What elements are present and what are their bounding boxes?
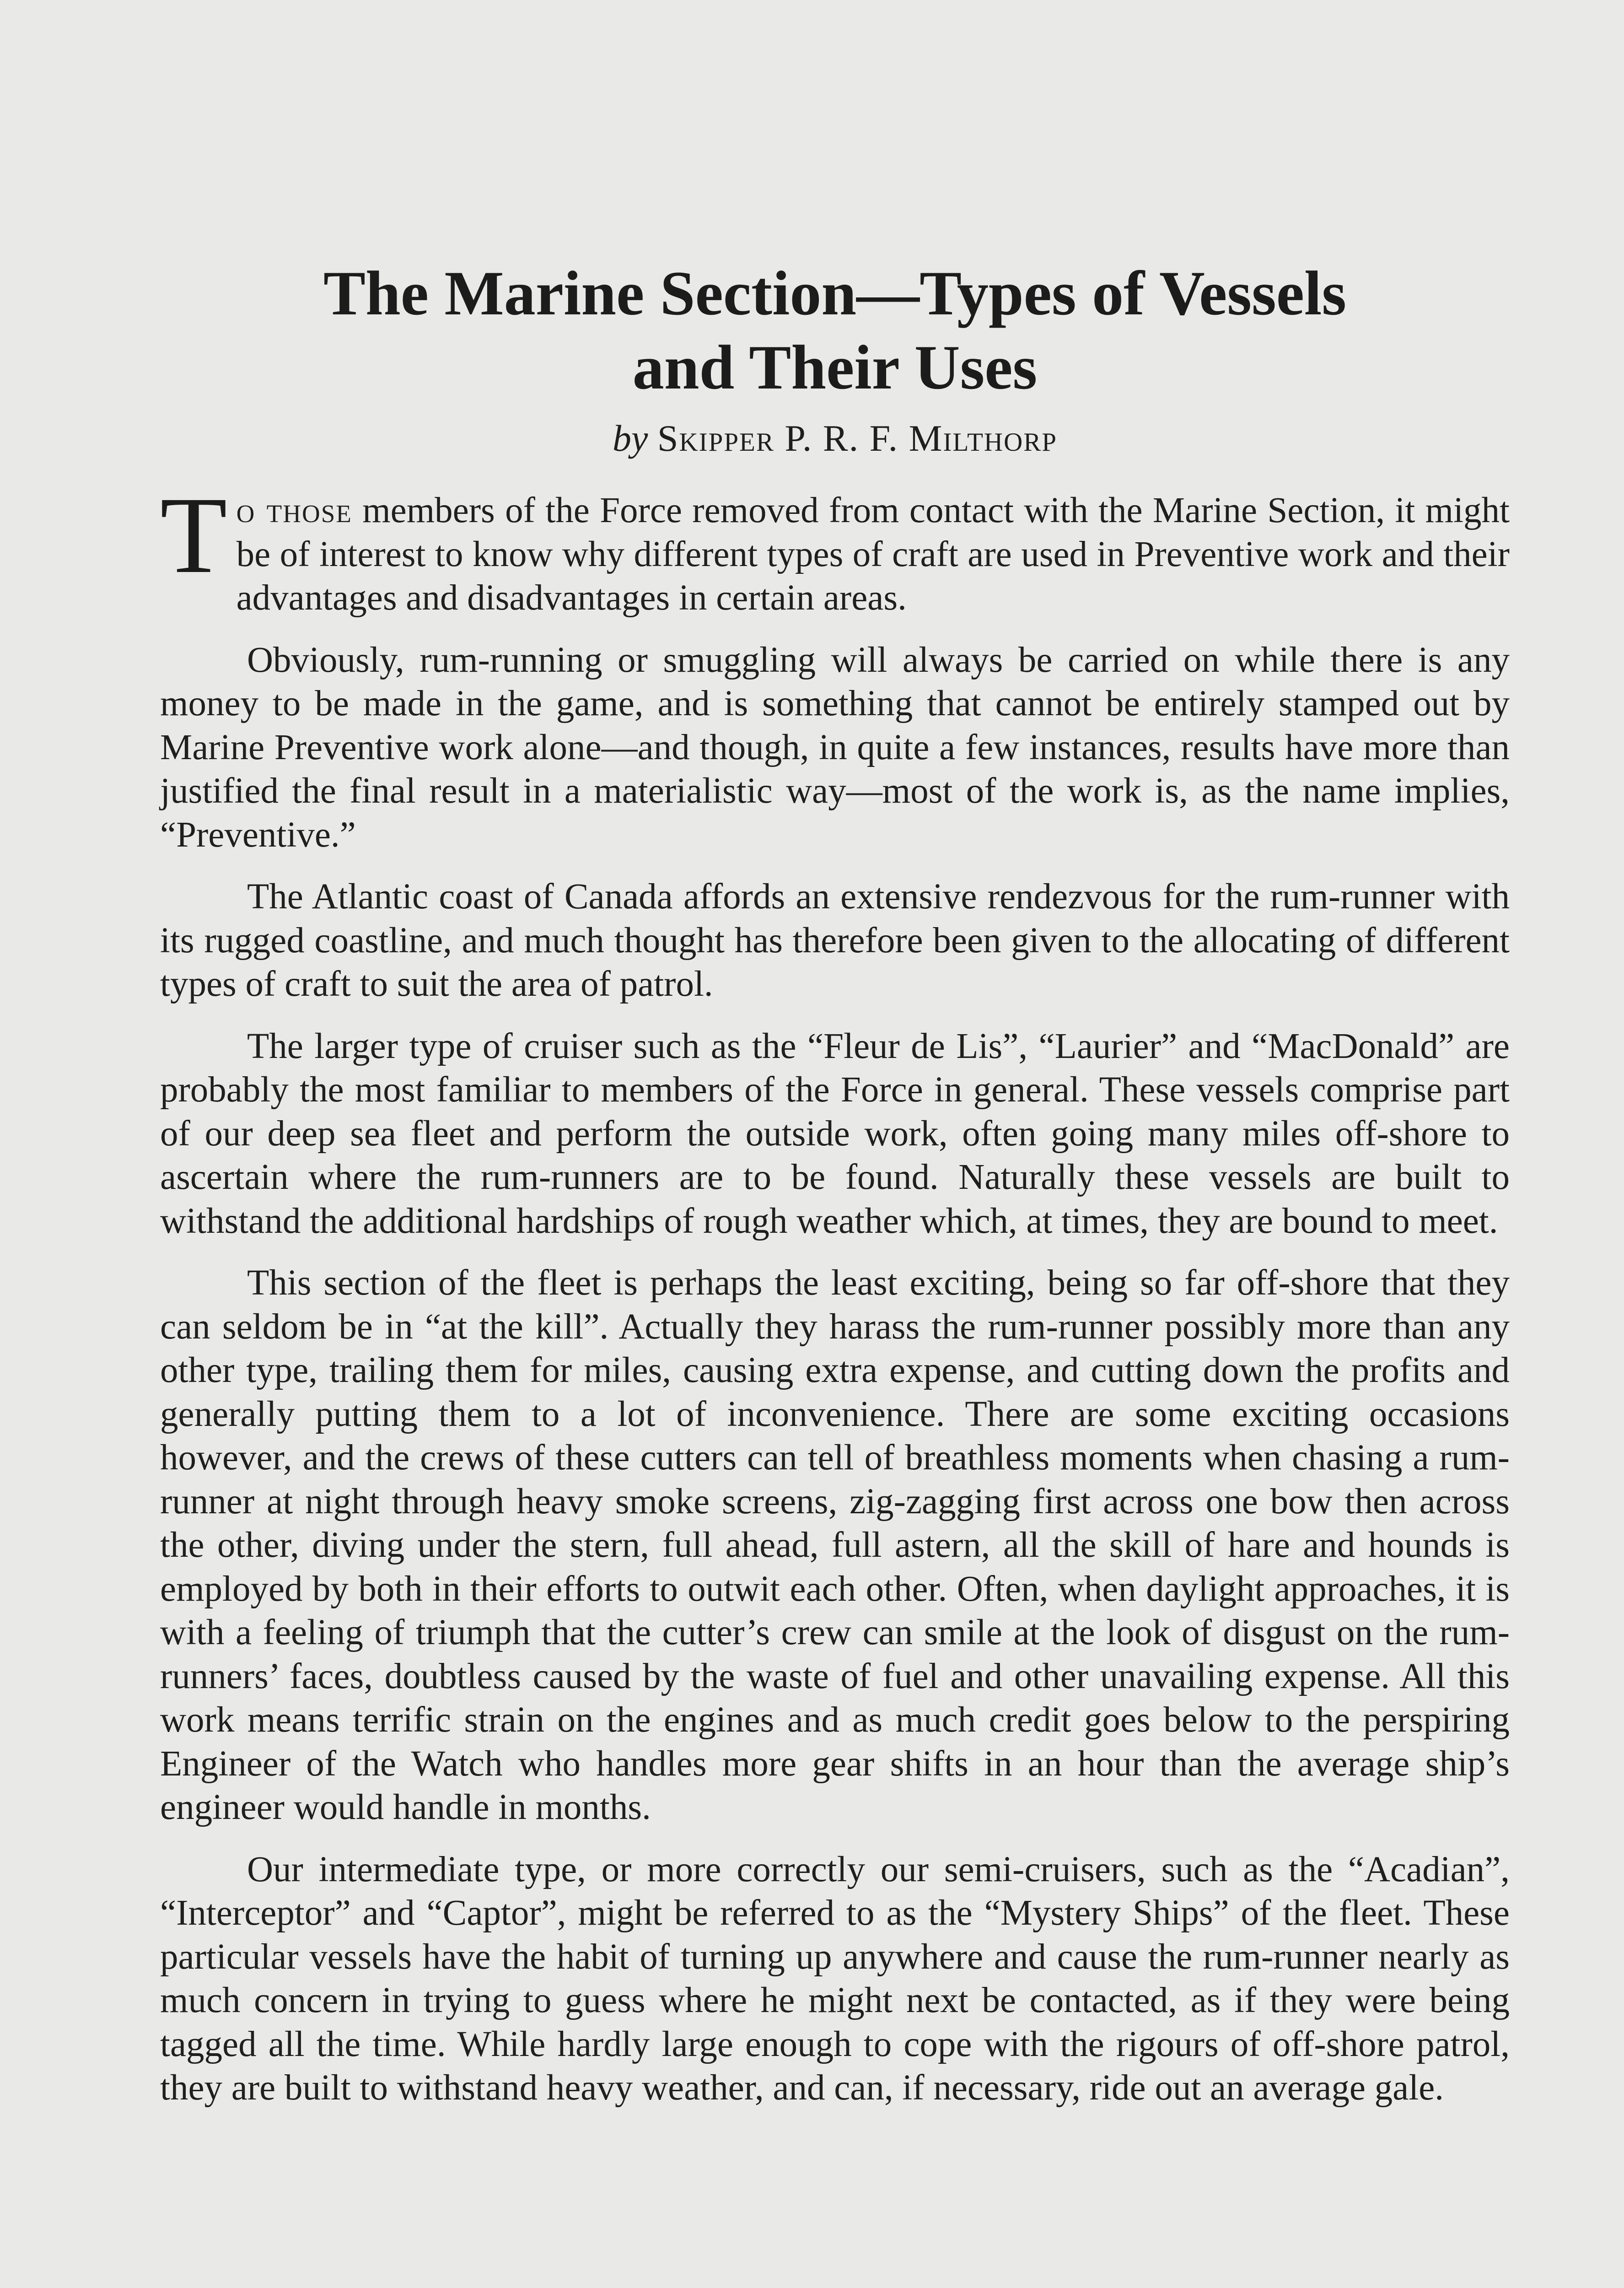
drop-cap: T [160,474,227,596]
byline-by: by [613,417,648,459]
paragraph-2: Obviously, rum-running or smuggling will always be carried on while there is any money to be made in the game, and is something that cannot be entirely stamped out by Marine Preventive work alone—and though, in quite a few instances, results have more than justified the final result in a materialistic way—most of the work is, as the name implies, “Preventive.” [160,640,1510,855]
paragraph-1 [160,474,1510,620]
paragraph-5: This section of the fleet is perhaps the least exciting, being so far off-shore that they can seldom be in “at the kill”. Actually they harass the rum-runner possibly more than any other type, trailing them for miles, causing extra expense, and cutting down the profits and generally putting them to a lot of inconvenience. There are some exciting occasions however, and the crews of these cutters can tell of breathless moments when chasing a rum-runner at night through heavy smoke screens, zig-zagging first across one bow then across the other, diving under the stern, full ahead, full astern, all the skill of hare and hounds is employed by both in their efforts to outwit each other. Often, when daylight approaches, it is with a feeling of triumph that the cutter’s crew can smile at the look of disgust on the rum-runners’ faces, doubtless caused by the waste of fuel and other unavailing expense. All this work means terrific strain on the engines and as much credit goes below to the perspiring Engineer of the Watch who handles more gear shifts in an hour than the average ship’s engineer would handle in months. [160,1263,1510,1827]
title-line-1: The Marine Section—Types of Vessels [323,258,1347,328]
title-line-2: and Their Uses [632,332,1038,402]
byline-author: Skipper P. R. F. Milthorp [657,417,1057,459]
paragraph-4: The larger type of cruiser such as the “Fleur de Lis”, “Laurier” and “MacDonald” are probably the most familiar to members of the Force in general. These vessels comprise part of our deep sea fleet and perform the outside work, often going many miles off-shore to ascertain where the rum-runners are to be found. Naturally these vessels are built to withstand the additional hardships of rough weather which, at times, they are bound to meet. [160,1026,1510,1241]
article-body [160,474,1510,2110]
paragraph-1-text: members of the Force removed from contact with the Marine Section, it might be of interest to know why different types of craft are used in Preventive work and their advantages and disadvantages in certain areas. [236,491,1510,618]
lead-in-smallcaps: o those [236,491,352,530]
article-title [160,256,1510,405]
paragraph-3: The Atlantic coast of Canada affords an extensive rendezvous for the rum-runner with its rugged coastline, and much thought has therefore been given to the allocating of different types of craft to suit the area of patrol. [160,877,1510,1004]
paragraph-6: Our intermediate type, or more correctly our semi-cruisers, such as the “Acadian”, “Interceptor” and “Captor”, might be referred to as the “Mystery Ships” of the fleet. These particular vessels have the habit of turning up anywhere and cause the rum-runner nearly as much concern in trying to guess where he might next be contacted, as if they were being tagged all the time. While hardly large enough to cope with the rigours of off-shore patrol, they are built to withstand heavy weather, and can, if necessary, ride out an average gale. [160,1849,1510,2108]
article [160,256,1510,2128]
byline [160,416,1510,461]
